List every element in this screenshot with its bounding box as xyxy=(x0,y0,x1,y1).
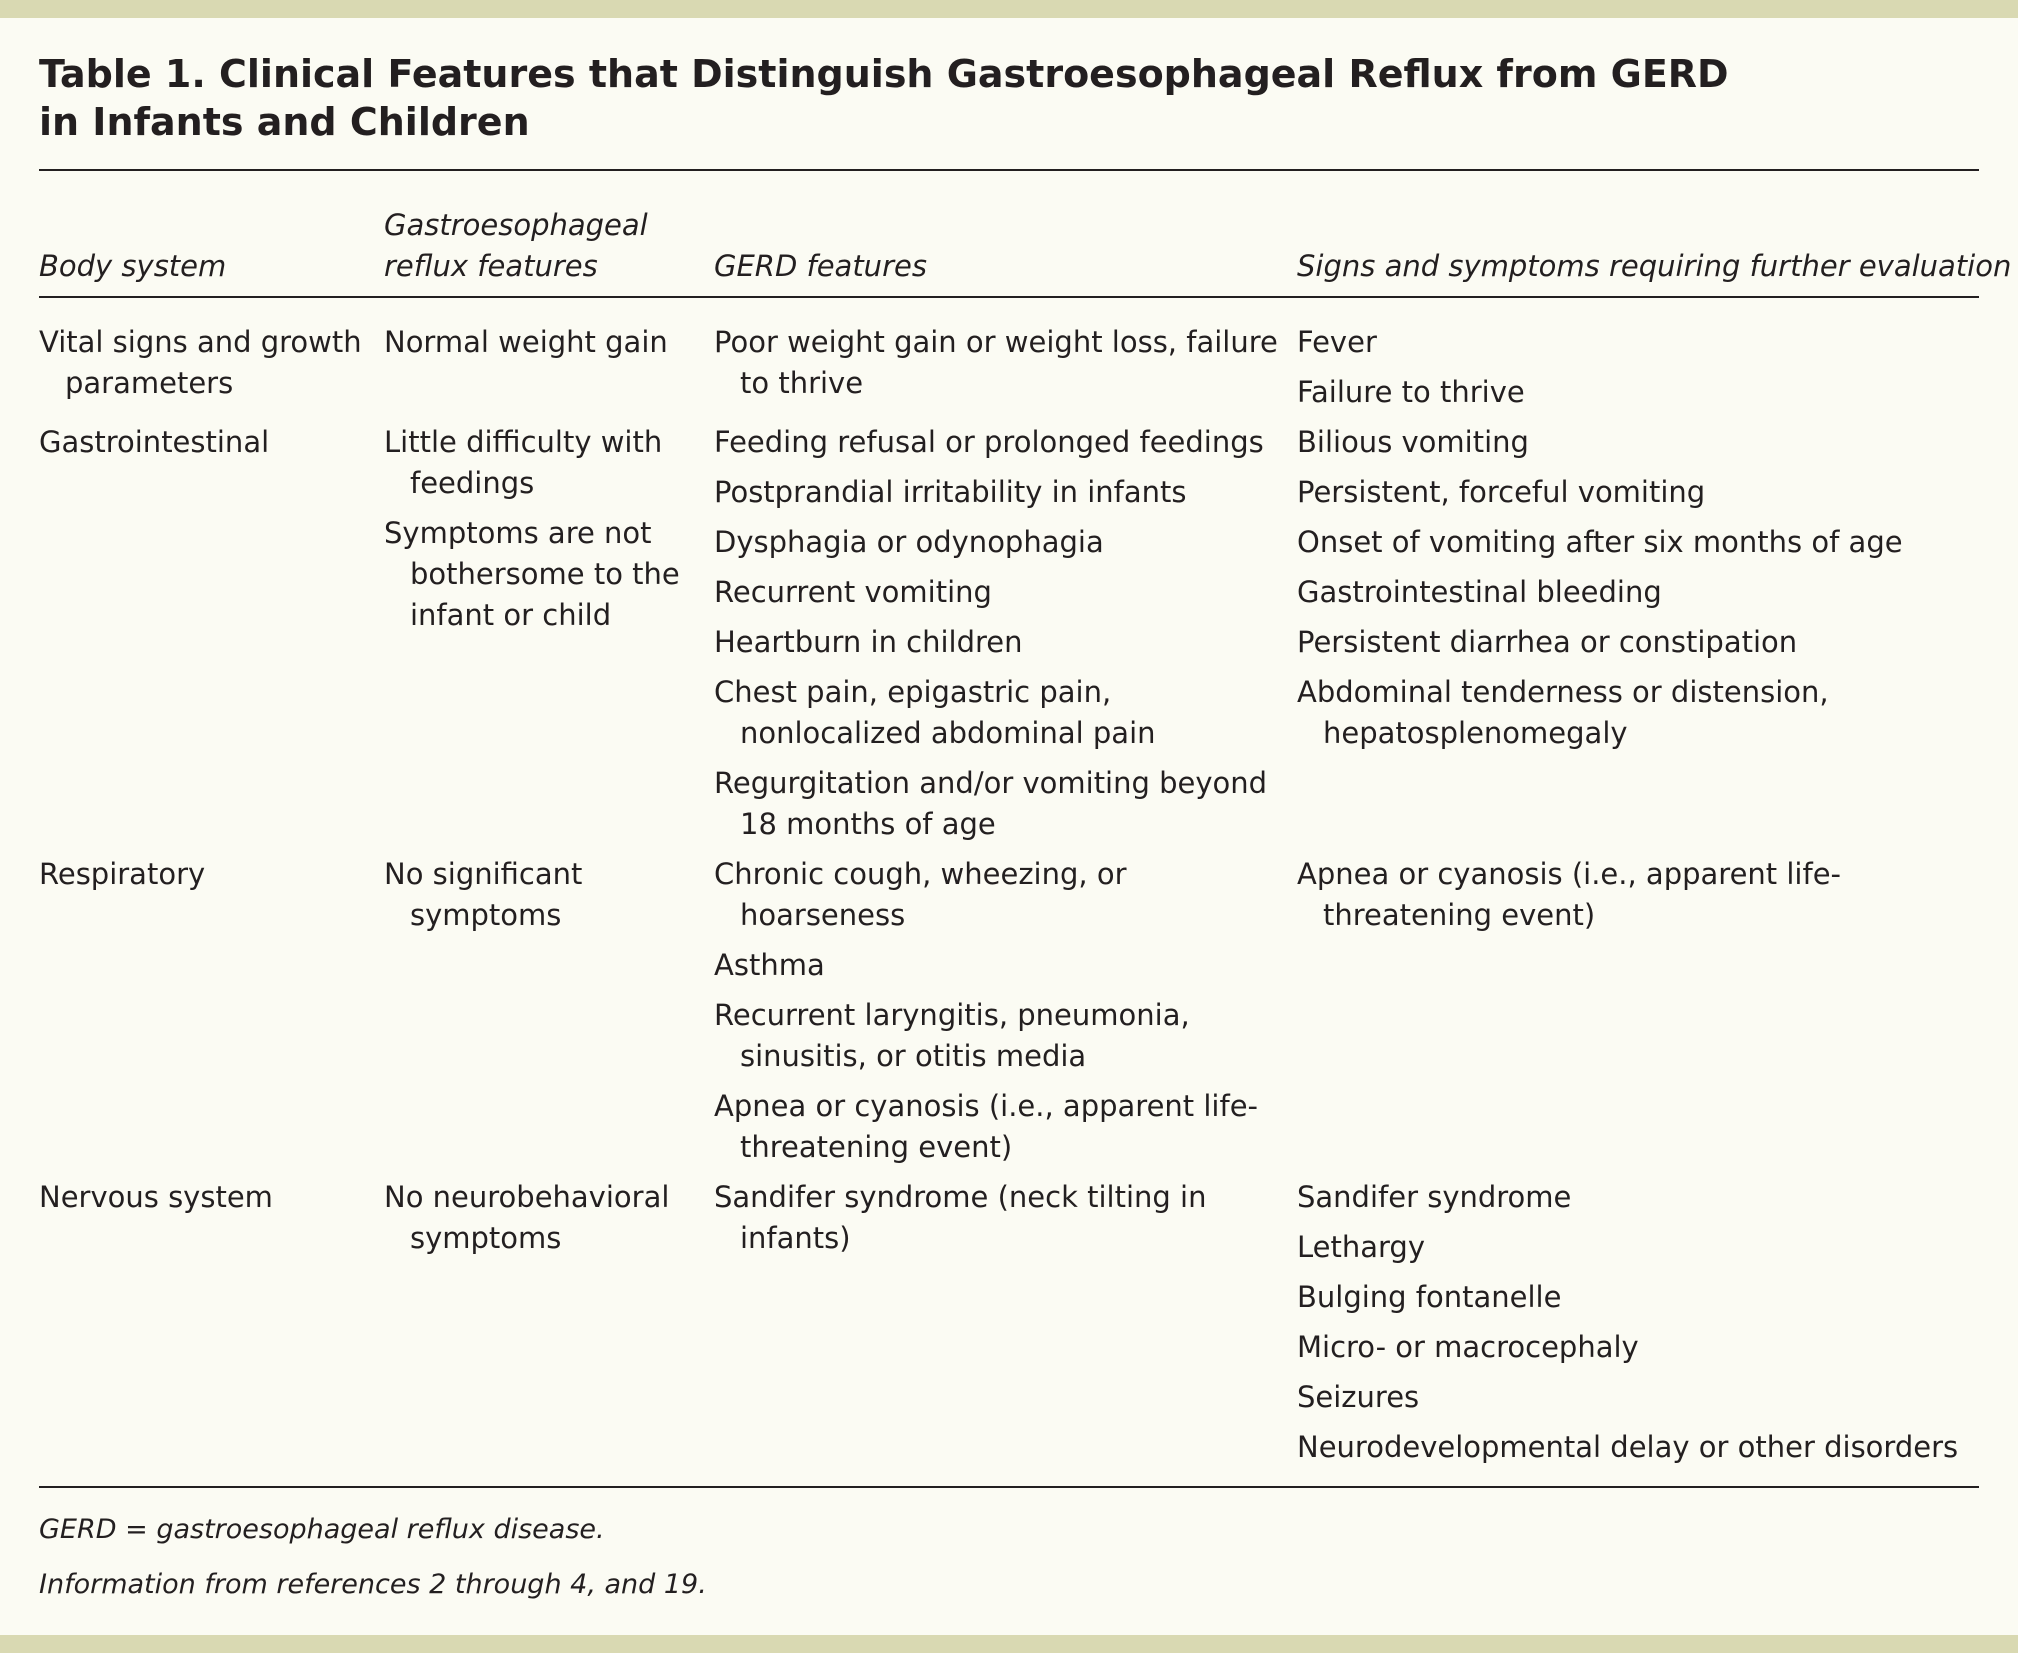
header-ger-features-line-1: Gastroesophageal xyxy=(384,208,648,242)
cell-gerd-features xyxy=(714,322,1297,413)
list-item: Apnea or cyanosis (i.e., apparent life-threatening event) xyxy=(1297,857,1842,932)
cell-ger-features xyxy=(384,854,714,945)
list-item: Recurrent laryngitis, pneumonia, sinusitis, or otitis media xyxy=(714,998,1190,1073)
header-ger-features-line-2: reflux features xyxy=(384,249,598,283)
header-divider xyxy=(39,296,1979,298)
table-title xyxy=(39,50,1739,146)
body-system-label: Vital signs and growth parameters xyxy=(39,325,362,400)
list-item: Gastrointestinal bleeding xyxy=(1297,575,1662,609)
list-item: Postprandial irritability in infants xyxy=(714,475,1187,509)
cell-body-system xyxy=(39,854,384,895)
list-item: Neurodevelopmental delay or other disorders xyxy=(1297,1430,1959,1464)
list-item: Persistent diarrhea or constipation xyxy=(1297,625,1798,659)
body-system-label: Respiratory xyxy=(39,857,206,891)
cell-ger-features xyxy=(384,1177,714,1268)
table-row xyxy=(0,422,2018,854)
header-ger-features xyxy=(384,205,648,287)
header-further-evaluation: Signs and symptoms requiring further evaluation xyxy=(1297,249,2012,283)
list-item: No significant symptoms xyxy=(384,857,583,932)
list-item: Abdominal tenderness or distension, hepatosplenomegaly xyxy=(1297,675,1829,750)
cell-gerd-features xyxy=(714,1177,1297,1268)
list-item: Recurrent vomiting xyxy=(714,575,992,609)
title-divider xyxy=(39,169,1979,171)
list-item: Seizures xyxy=(1297,1380,1420,1414)
bottom-decorative-band xyxy=(0,1635,2018,1653)
cell-body-system xyxy=(39,1177,384,1218)
list-item: Regurgitation and/or vomiting beyond 18 months of age xyxy=(714,766,1268,841)
table-row xyxy=(0,1177,2018,1477)
cell-body-system xyxy=(39,422,384,463)
body-system-label: Gastrointestinal xyxy=(39,425,270,459)
footnote-abbreviation: GERD = gastroesophageal reflux disease. xyxy=(39,1514,605,1545)
list-item: Micro- or macrocephaly xyxy=(1297,1330,1639,1364)
cell-body-system xyxy=(39,322,384,404)
cell-further-evaluation xyxy=(1297,854,1977,945)
cell-gerd-features xyxy=(714,854,1297,1177)
header-body-system: Body system xyxy=(39,249,227,283)
list-item: Sandifer syndrome xyxy=(1297,1180,1572,1214)
body-system-label: Nervous system xyxy=(39,1180,273,1214)
cell-further-evaluation xyxy=(1297,322,1977,422)
list-item: Feeding refusal or prolonged feedings xyxy=(714,425,1264,459)
table-row xyxy=(0,854,2018,1177)
list-item: Asthma xyxy=(714,948,825,982)
cell-further-evaluation xyxy=(1297,1177,1977,1477)
table-title-line-1: Table 1. Clinical Features that Distinguish Gastroesophageal Reflux from GERD xyxy=(39,52,1729,96)
footnote-source: Information from references 2 through 4, and 19. xyxy=(39,1569,707,1600)
list-item: Symptoms are not bothersome to the infant or child xyxy=(384,516,680,632)
list-item: Poor weight gain or weight loss, failure to thrive xyxy=(714,325,1278,400)
list-item: Chronic cough, wheezing, or hoarseness xyxy=(714,857,1127,932)
cell-gerd-features xyxy=(714,422,1297,854)
list-item: Onset of vomiting after six months of age xyxy=(1297,525,1903,559)
header-gerd-features: GERD features xyxy=(714,249,927,283)
list-item: Heartburn in children xyxy=(714,625,1023,659)
list-item: Dysphagia or odynophagia xyxy=(714,525,1104,559)
table-body xyxy=(0,322,2018,1477)
list-item: No neurobehavioral symptoms xyxy=(384,1180,670,1255)
table-title-line-2: in Infants and Children xyxy=(39,100,530,144)
cell-further-evaluation xyxy=(1297,422,1977,763)
list-item: Chest pain, epigastric pain, nonlocalized abdominal pain xyxy=(714,675,1156,750)
list-item: Sandifer syndrome (neck tilting in infants) xyxy=(714,1180,1207,1255)
list-item: Apnea or cyanosis (i.e., apparent life-threatening event) xyxy=(714,1089,1259,1164)
list-item: Failure to thrive xyxy=(1297,375,1525,409)
list-item: Bulging fontanelle xyxy=(1297,1280,1562,1314)
list-item: Little difficulty with feedings xyxy=(384,425,663,500)
table-bottom-divider xyxy=(39,1486,1979,1488)
table-row xyxy=(0,322,2018,422)
list-item: Bilious vomiting xyxy=(1297,425,1529,459)
top-decorative-band xyxy=(0,0,2018,18)
cell-ger-features xyxy=(384,322,714,372)
list-item: Persistent, forceful vomiting xyxy=(1297,475,1706,509)
list-item: Fever xyxy=(1297,325,1377,359)
list-item: Normal weight gain xyxy=(384,325,668,359)
list-item: Lethargy xyxy=(1297,1230,1425,1264)
cell-ger-features xyxy=(384,422,714,645)
